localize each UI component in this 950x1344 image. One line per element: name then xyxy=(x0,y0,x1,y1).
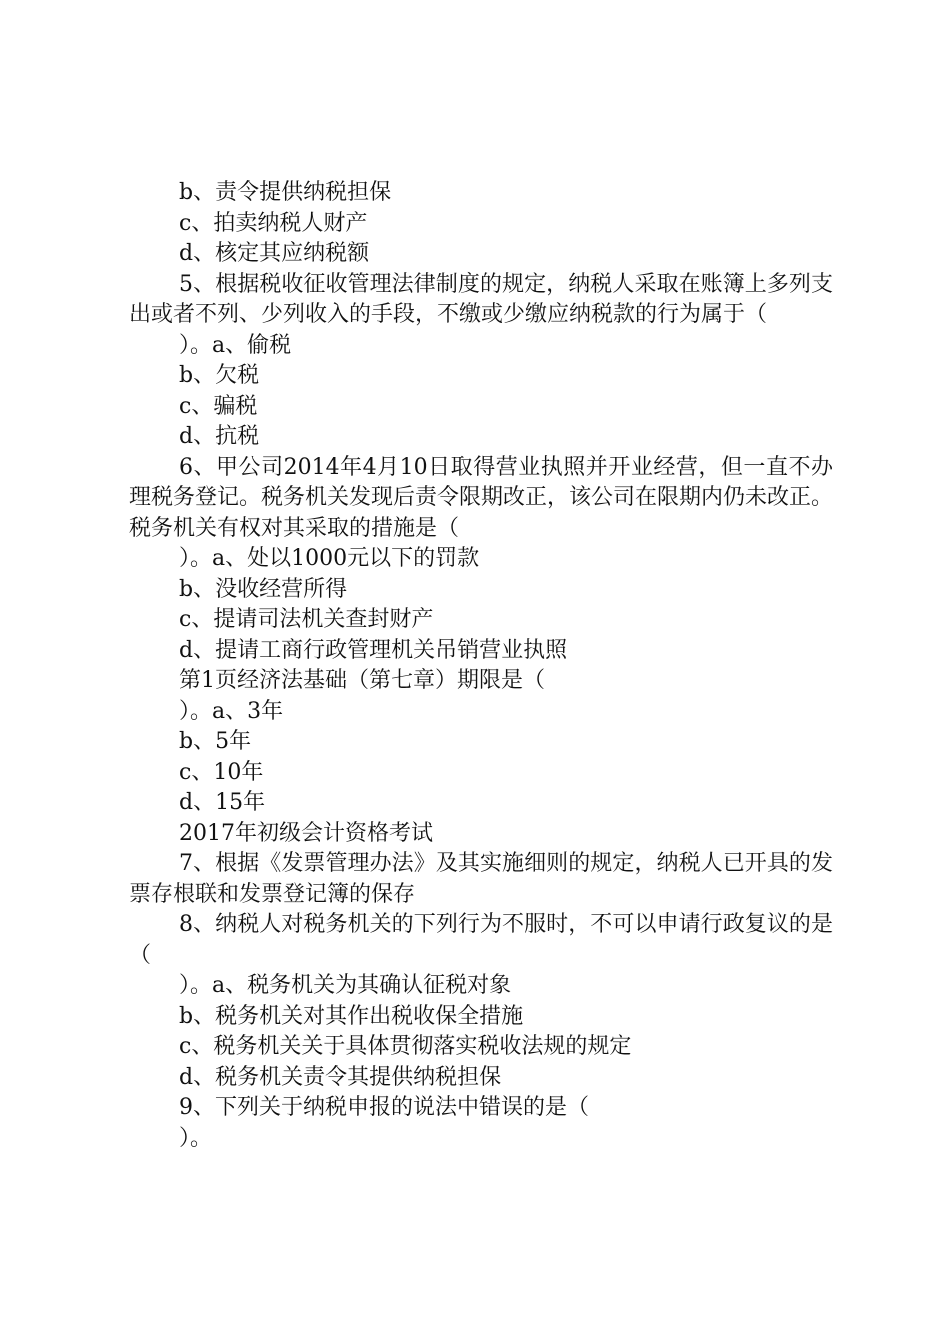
question-6: 6、甲公司2014年4月10日取得营业执照并开业经营，但一直不办理税务登记。税务机关发现后责令限期改正，该公司在限期内仍未改正。税务机关有权对其采取的措施是（ xyxy=(129,454,834,541)
question-8: 8、纳税人对税务机关的下列行为不服时，不可以申请行政复议的是（ xyxy=(129,912,833,968)
option-line: c、税务机关关于具体贯彻落实税收法规的规定 xyxy=(179,1034,632,1059)
question-5: 5、根据税收征收管理法律制度的规定，纳税人采取在账簿上多列支出或者不列、少列收入的手段，不缴或少缴应纳税款的行为属于（ xyxy=(129,271,833,327)
option-line: c、10年 xyxy=(179,759,264,785)
option-line: ）。a、3年 xyxy=(179,698,284,724)
exam-title-line: 2017年初级会计资格考试 xyxy=(179,820,433,846)
option-line: ）。a、税务机关为其确认征税对象 xyxy=(179,973,512,998)
question-9: 9、下列关于纳税申报的说法中错误的是（ xyxy=(179,1095,589,1120)
option-line: b、5年 xyxy=(179,729,252,754)
option-line: d、抗税 xyxy=(179,424,260,449)
question-7: 7、根据《发票管理办法》及其实施细则的规定，纳税人已开具的发票存根联和发票登记簿的保存 xyxy=(129,851,833,907)
option-line: ）。a、处以1000元以下的罚款 xyxy=(179,546,480,571)
option-line: c、骗税 xyxy=(179,393,258,419)
option-line: b、责令提供纳税担保 xyxy=(179,180,392,205)
option-line: ）。 xyxy=(179,1125,213,1151)
page-footer-line: 第1页经济法基础（第七章）期限是（ xyxy=(179,668,545,693)
option-line: b、没收经营所得 xyxy=(179,576,348,602)
option-line: c、拍卖纳税人财产 xyxy=(179,210,368,236)
option-line: b、税务机关对其作出税收保全措施 xyxy=(179,1003,524,1029)
option-line: d、核定其应纳税额 xyxy=(179,241,370,266)
option-line: c、提请司法机关查封财产 xyxy=(179,607,434,632)
option-line: d、15年 xyxy=(179,790,266,815)
option-line: b、欠税 xyxy=(179,363,260,388)
document-body xyxy=(129,178,833,1154)
option-line: d、提请工商行政管理机关吊销营业执照 xyxy=(179,637,568,663)
option-line: d、税务机关责令其提供纳税担保 xyxy=(179,1064,502,1090)
option-line: ）。a、偷税 xyxy=(179,332,292,358)
